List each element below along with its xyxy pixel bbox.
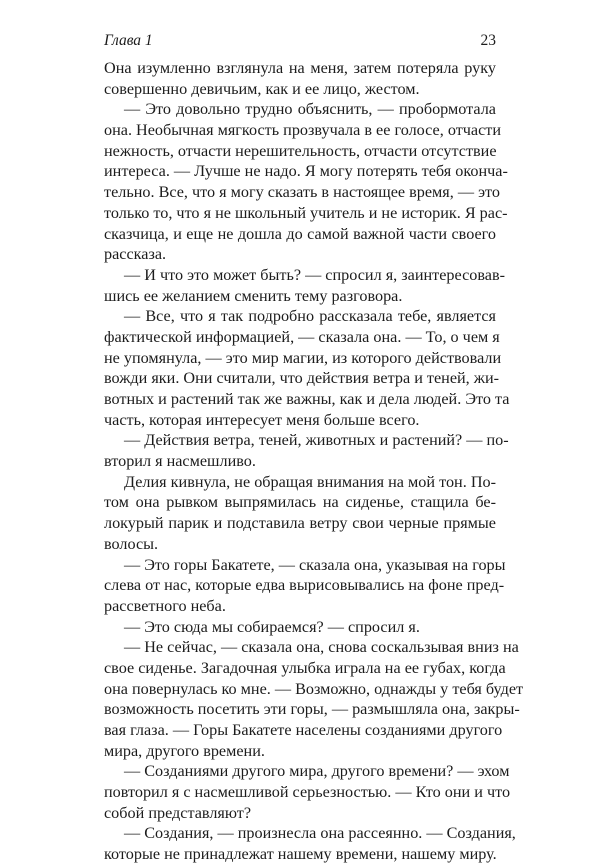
text-line: — И что это может быть? — спросил я, заинтересовав- (124, 265, 506, 284)
text-line: совершенно девичьим, как и ее лицо, жестом. (104, 79, 420, 98)
text-line: — Это довольно трудно объяснить, — пробормотала (124, 100, 496, 119)
text-line: — Это сюда мы собираемся? — спросил я. (124, 617, 420, 636)
page-number: 23 (480, 32, 496, 49)
text-line: часть, которая интересует меня больше всего. (104, 410, 420, 429)
text-line: интереса. — Лучше не надо. Я могу потерять тебя оконча- (104, 162, 508, 181)
text-line: сказчица, и еще не дошла до самой важной части своего (104, 224, 496, 243)
text-line: — Не сейчас, — сказала она, снова соскальзывая вниз на (124, 638, 519, 657)
text-line: шись ее желанием сменить тему разговора. (104, 286, 403, 305)
body-text (104, 58, 524, 865)
text-line: вожди яки. Они считали, что действия ветра и теней, жи- (104, 369, 500, 388)
text-line: вторил я насмешливо. (104, 452, 256, 471)
text-line: волосы. (104, 534, 159, 553)
text-line: она повернулась ко мне. — Возможно, однажды у тебя будет (104, 679, 524, 698)
text-line: вая глаза. — Горы Бакатете населены созданиями другого (104, 721, 503, 739)
text-line: — Действия ветра, теней, животных и растений? — по- (124, 431, 509, 450)
text-line: Она изумленно взглянула на меня, затем потеряла руку (104, 59, 496, 77)
text-line: возможность посетить эти горы, — размышляла она, закры- (104, 700, 520, 719)
text-line: повторил я с насмешливой серьезностью. — Кто они и что (104, 783, 511, 802)
text-line: слева от нас, которые едва вырисовывались на фоне пред- (104, 576, 505, 595)
text-line: свое сиденье. Загадочная улыбка играла на ее губах, когда (104, 658, 506, 677)
text-line: — Созданиями другого мира, другого времени? — эхом (124, 762, 510, 781)
text-line: мира, другого времени. (104, 741, 265, 760)
text-line: рассветного неба. (104, 596, 226, 615)
text-line: том она рывком выпрямилась на сиденье, стащила бе- (104, 493, 496, 512)
text-line: Делия кивнула, не обращая внимания на мой тон. По- (124, 472, 496, 491)
text-line: фактической информацией, — сказала она. — То, о чем я (104, 327, 500, 346)
text-line: собой представляют? (104, 803, 252, 822)
text-line: не упомянула, — это мир магии, из которого действовали (104, 348, 502, 367)
text-line: она. Необычная мягкость прозвучала в ее голосе, отчасти (104, 121, 502, 140)
text-line: вотных и растений так же важны, как и дела людей. Это та (104, 390, 510, 408)
text-line: — Это горы Бакатете, — сказала она, указывая на горы (124, 555, 506, 574)
text-line: которые не принадлежат нашему времени, нашему миру. (104, 845, 497, 864)
text-line: — Все, что я так подробно рассказала тебе, является (124, 307, 496, 326)
text-line: — Создания, — произнесла она рассеянно. — Создания, (124, 824, 516, 843)
chapter-title: Глава 1 (104, 32, 153, 49)
running-header (104, 32, 496, 56)
text-line: только то, что я не школьный учитель и не историк. Я рас- (104, 203, 508, 222)
text-line: рассказа. (104, 245, 167, 264)
text-line: тельно. Все, что я могу сказать в настоящее время, — это (104, 183, 500, 202)
text-line: нежность, отчасти нерешительность, отчасти отсутствие (104, 141, 497, 160)
text-line: локурый парик и подставила ветру свои черные прямые (104, 514, 496, 533)
